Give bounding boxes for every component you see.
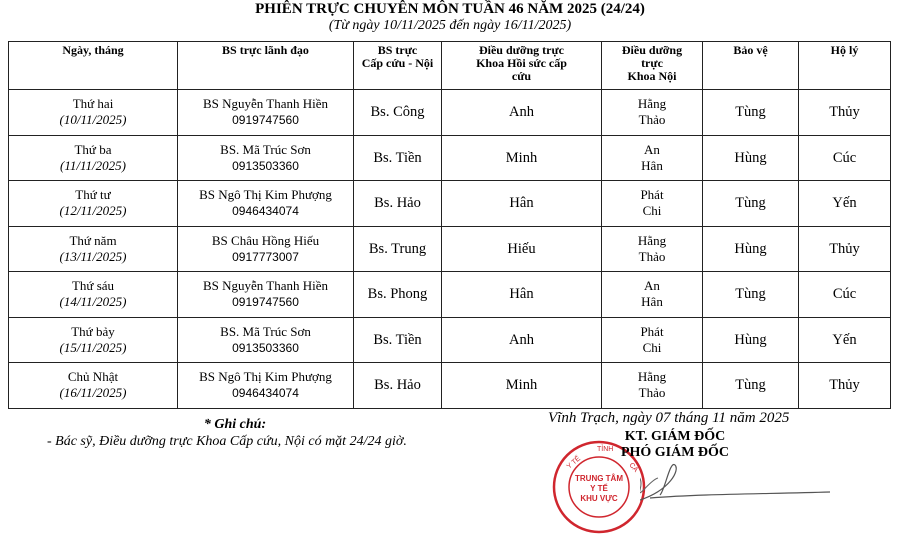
document-title: PHIÊN TRỰC CHUYÊN MÔN TUẦN 46 NĂM 2025 (24/24) [255,1,645,17]
day-cell: Thứ năm (13/11/2025) [9,226,178,272]
column-header-date: Ngày, tháng [9,42,178,90]
er-doctor-cell: Bs. Trung [354,226,442,272]
internal-nurse-cell: An Hân [602,135,703,181]
svg-text:TỈNH: TỈNH [597,446,614,453]
table-row [9,363,891,409]
duty-schedule-table [8,41,891,409]
day-cell: Thứ ba (11/11/2025) [9,135,178,181]
document-subtitle: (Từ ngày 10/11/2025 đến ngày 16/11/2025) [328,18,572,33]
security-cell: Tùng [703,181,799,227]
icu-nurse-cell: Anh [442,317,602,363]
er-doctor-cell: Bs. Hảo [354,181,442,227]
internal-nurse-cell: Hằng Thảo [602,90,703,136]
internal-nurse-cell: An Hân [602,272,703,318]
column-header-er-doctor: BS trực Cấp cứu - Nội [354,42,442,90]
internal-nurse-cell: Phát Chi [602,317,703,363]
signer-title-line2: PHÓ GIÁM ĐỐC [620,445,730,460]
icu-nurse-cell: Anh [442,90,602,136]
er-doctor-cell: Bs. Tiền [354,135,442,181]
leader-cell: BS Ngô Thị Kim Phượng 0946434074 [178,363,354,409]
security-cell: Hùng [703,226,799,272]
orderly-cell: Yến [799,181,891,227]
column-header-icu-nurse: Điều dưỡng trực Khoa Hồi sức cấp cứu [442,42,602,90]
leader-cell: BS Ngô Thị Kim Phượng 0946434074 [178,181,354,227]
day-cell: Thứ hai (10/11/2025) [9,90,178,136]
table-row [9,181,891,227]
leader-cell: BS. Mã Trúc Sơn 0913503360 [178,135,354,181]
table-header-row [9,42,891,90]
internal-nurse-cell: Phát Chi [602,181,703,227]
table-row [9,272,891,318]
leader-cell: BS Châu Hồng Hiếu 0917773007 [178,226,354,272]
day-cell: Chủ Nhật (16/11/2025) [9,363,178,409]
table-row [9,135,891,181]
signer-title-line1: KT. GIÁM ĐỐC [624,429,726,444]
security-cell: Hùng [703,317,799,363]
er-doctor-cell: Bs. Công [354,90,442,136]
table-row [9,317,891,363]
column-header-orderly: Hộ lý [799,42,891,90]
er-doctor-cell: Bs. Phong [354,272,442,318]
svg-text:CÀ: CÀ [627,461,640,474]
icu-nurse-cell: Hân [442,181,602,227]
place-date: Vĩnh Trạch, ngày 07 tháng 11 năm 2025 [548,410,790,426]
table-row [9,226,891,272]
orderly-cell: Thủy [799,226,891,272]
day-cell: Thứ bảy (15/11/2025) [9,317,178,363]
security-cell: Tùng [703,272,799,318]
leader-cell: BS Nguyễn Thanh Hiền 0919747560 [178,90,354,136]
svg-text:Y TẾ: Y TẾ [565,455,583,471]
day-cell: Thứ tư (12/11/2025) [9,181,178,227]
orderly-cell: Thủy [799,90,891,136]
day-cell: Thứ sáu (14/11/2025) [9,272,178,318]
security-cell: Tùng [703,363,799,409]
er-doctor-cell: Bs. Hảo [354,363,442,409]
notes-body: - Bác sỹ, Điều dưỡng trực Khoa Cấp cứu, Nội có mặt 24/24 giờ. [47,434,407,449]
internal-nurse-cell: Hằng Thảo [602,226,703,272]
er-doctor-cell: Bs. Tiền [354,317,442,363]
icu-nurse-cell: Minh [442,135,602,181]
svg-text:KHU VỰC: KHU VỰC [580,494,618,503]
leader-cell: BS Nguyễn Thanh Hiền 0919747560 [178,272,354,318]
icu-nurse-cell: Hân [442,272,602,318]
security-cell: Tùng [703,90,799,136]
column-header-security: Bảo vệ [703,42,799,90]
notes-title: * Ghi chú: [203,417,267,432]
column-header-internal-nurse: Điều dưỡng trực Khoa Nội [602,42,703,90]
leader-cell: BS. Mã Trúc Sơn 0913503360 [178,317,354,363]
orderly-cell: Yến [799,317,891,363]
orderly-cell: Thủy [799,363,891,409]
orderly-cell: Cúc [799,135,891,181]
internal-nurse-cell: Hằng Thảo [602,363,703,409]
svg-text:TRUNG TÂM: TRUNG TÂM [575,474,623,483]
signature-scribble-icon [640,460,840,506]
column-header-leader: BS trực lãnh đạo [178,42,354,90]
security-cell: Hùng [703,135,799,181]
orderly-cell: Cúc [799,272,891,318]
icu-nurse-cell: Hiếu [442,226,602,272]
icu-nurse-cell: Minh [442,363,602,409]
table-row [9,90,891,136]
svg-text:Y TẾ: Y TẾ [590,484,608,493]
